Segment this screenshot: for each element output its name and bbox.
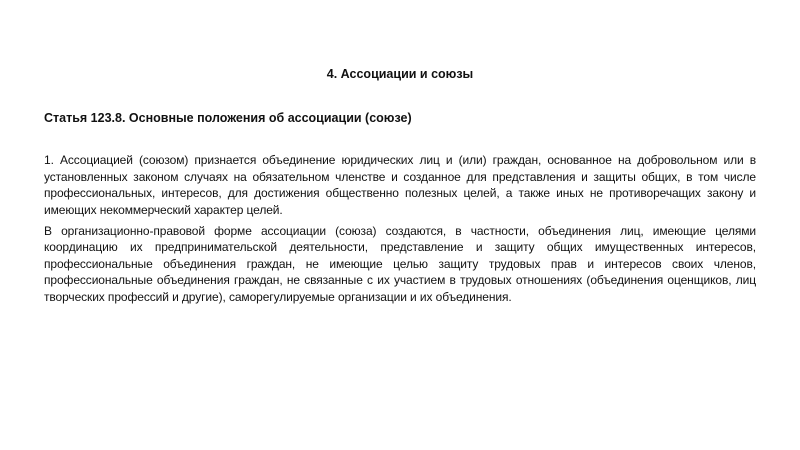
- article-title: Статья 123.8. Основные положения об ассоциации (союзе): [44, 111, 412, 125]
- article-body: [44, 152, 756, 310]
- paragraph-2: В организационно-правовой форме ассоциации (союза) создаются, в частности, объединения лиц, имеющие целями координацию их предпринимательской деятельности, представление и защиту общих имущественных интересов, профессиональные объединения граждан, не имеющие целью защиту трудовых прав и интересов своих членов, профессиональные объединения граждан, не связанные с их участием в трудовых отношениях (объединения оценщиков, лиц творческих профессий и другие), саморегулируемые организации и их объединения.: [44, 223, 756, 304]
- section-title: 4. Ассоциации и союзы: [326, 67, 474, 81]
- paragraph-1: 1. Ассоциацией (союзом) признается объединение юридических лиц и (или) граждан, основанное на добровольном или в установленных законом случаях на обязательном членстве и созданное для представления и защиты общих, в том числе профессиональных, интересов, для достижения общественно полезных целей, а также иных не противоречащих закону и имеющих некоммерческий характер целей.: [44, 153, 756, 217]
